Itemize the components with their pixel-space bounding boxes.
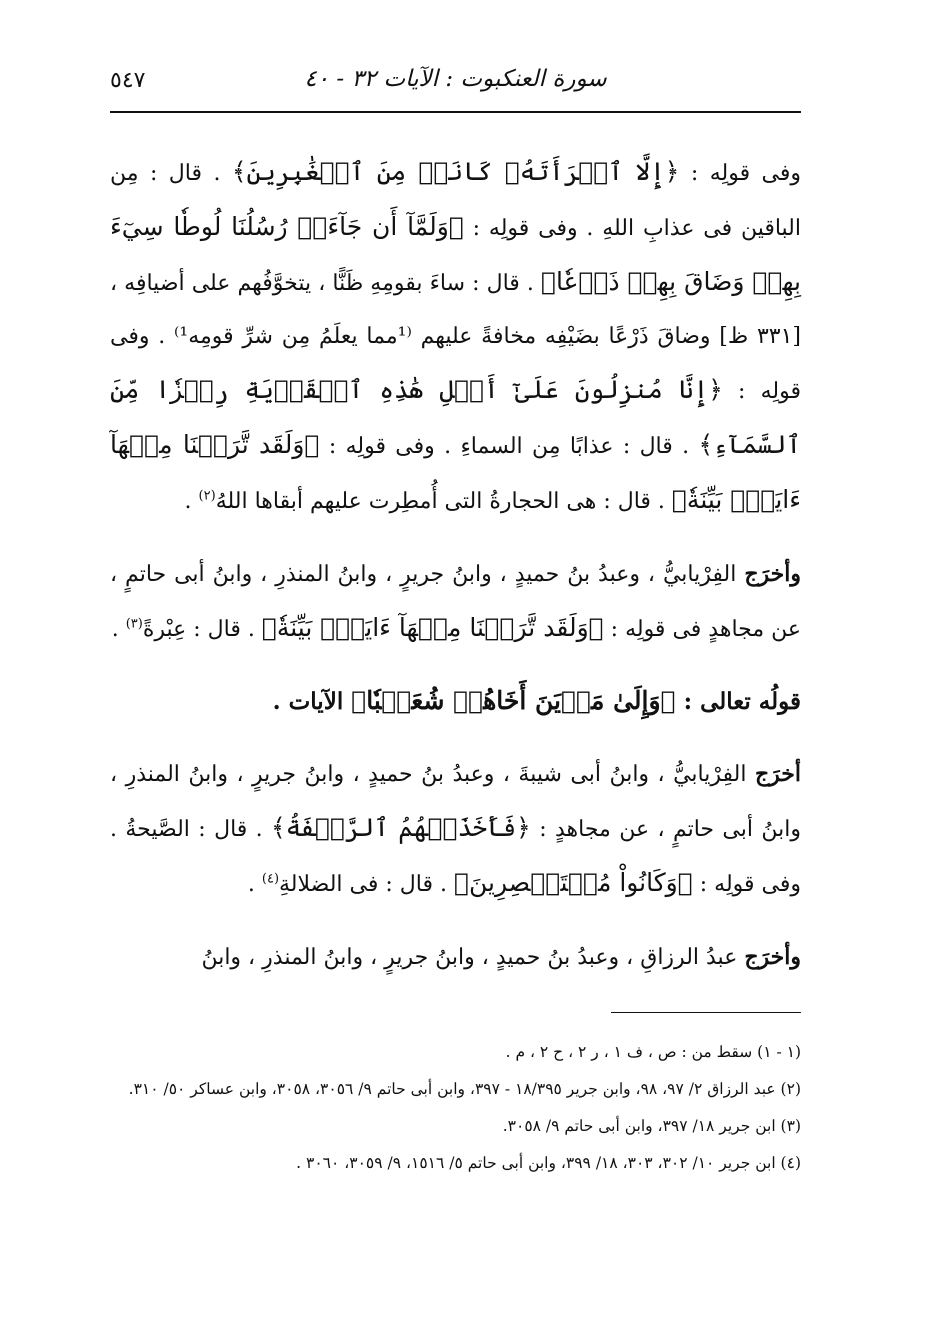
text-run: . <box>247 872 262 897</box>
text-run: الآيات . <box>272 688 352 715</box>
quran-verse: ﴿وَكَانُواْ مُسۡتَبۡصِرِينَ﴾ <box>453 868 693 897</box>
footnote-separator <box>611 1012 801 1013</box>
footnote: (٤) ابن جرير ١٠/ ٣٠٢، ٣٠٣، ١٨/ ٣٩٩، وابن أبى حاتم ٥/ ١٥١٦، ٩/ ٣٠٥٩، ٣٠٦٠ . <box>296 1154 801 1172</box>
quran-verse: ﴿وَإِلَىٰ مَدۡيَنَ أَخَاهُمۡ شُعَيۡبٗا﴾ <box>351 686 676 715</box>
footnote: (٣) ابن جرير ١٨/ ٣٩٧، وابن أبى حاتم ٩/ ٣٠٥٨. <box>502 1117 801 1135</box>
text-run: . قال : عِبْرةً <box>142 617 262 642</box>
text-run: عبدُ الرزاقِ ، وعبدُ بنُ حميدٍ ، وابنُ جريرٍ ، وابنُ المنذرِ ، وابنُ <box>201 945 745 970</box>
page-header <box>110 58 801 104</box>
text-run: وفى قولِه : <box>679 161 801 186</box>
lead-word: وأخرَج <box>744 944 801 970</box>
lead-word: أخرَج <box>754 761 801 787</box>
text-run: الفِرْيابيُّ ، وعبدُ بنُ حميدٍ ، وابنُ جريرٍ ، وابنُ المنذرِ ، وابنُ أبى حاتمٍ ، عن مجاهدٍ فى قولِه : <box>110 562 801 642</box>
footnote: (١ - ١) سقط من : ص ، ف ١ ، ر ٢ ، ح ٢ ، م . <box>505 1043 801 1061</box>
main-text <box>110 145 801 984</box>
lead-word: قولُه تعالى : <box>675 688 801 715</box>
text-run: . <box>184 489 199 514</box>
running-title: سورة العنكبوت : الآيات ٣٢ - ٤٠ <box>304 66 607 92</box>
quran-verse: ﴿وَلَمَّآ أَن جَآءَتۡ رُسُلُنَا لُوطٗا سِيٓءَ بِهِمۡ وَضَاقَ بِهِمۡ ذَرۡعٗا﴾ <box>110 212 801 296</box>
text-run: . قال : فى الضلالةِ <box>279 872 454 897</box>
paragraph <box>110 548 801 656</box>
footnote-reference: (٢) <box>198 488 216 504</box>
text-run: الفِرْيابيُّ ، وابنُ أبى شيبةَ ، وعبدُ بنُ حميدٍ ، وابنُ جريرٍ ، وابنُ المنذرِ ، وابنُ أبى حاتمٍ ، عن مجاهدٍ : <box>110 762 801 842</box>
text-run: . قال : ساءَ بقومِهِ ظَنًّا ، يتخوَّفُهم على أضيافِه ، [٣٣١ ظ] وضاقَ ذَرْعًا بضَيْفِه مخافةً عليهم <box>110 271 801 349</box>
text-run: . قال : مِن الباقين فى عذابِ اللهِ . وفى قولِه : <box>110 161 802 241</box>
footnote: (٢) عبد الرزاق ٢/ ٩٧، ٩٨، وابن جرير ١٨/٣٩٥ - ٣٩٧، وابن أبى حاتم ٩/ ٣٠٥٦، ٣٠٥٨، وابن عساكر ٥٠/ ٣١٠. <box>128 1080 801 1098</box>
text-run: . <box>111 617 126 642</box>
paragraph <box>110 931 801 984</box>
quran-verse: ﴿فَأَخَذَتۡهُمُ ٱلرَّجۡفَةُ﴾ <box>271 813 531 842</box>
paragraph <box>110 748 801 911</box>
quran-verse: ﴿وَلَقَد تَّرَكۡنَا مِنۡهَآ ءَايَةَۢ بَيِّنَةٗ﴾ <box>261 613 604 642</box>
text-run: ⁽¹مما يعلَمُ مِن شرِّ قومِه¹⁾ <box>173 324 412 349</box>
lead-word: وأخرَج <box>744 561 801 587</box>
quran-verse: ﴿إِنَّا مُنزِلُونَ عَلَىٰٓ أَهۡلِ هَٰذِهِ ٱلۡقَرۡيَةِ رِجۡزٗا مِّنَ ٱلسَّمَآءِ﴾ <box>110 375 801 459</box>
section-heading <box>110 674 801 728</box>
quran-verse: ﴿إِلَّا ٱمۡرَأَتَهُۥ كَانَتۡ مِنَ ٱلۡغَٰبِرِينَ﴾ <box>231 157 680 186</box>
page-number: ٥٤٧ <box>110 68 146 93</box>
footnote-reference: (٤) <box>261 871 280 887</box>
text-run: . وفى قولِه : <box>110 324 802 404</box>
text-run: . قال : عذابًا مِن السماءِ . وفى قولِه : <box>319 434 699 459</box>
footnote-reference: (٣) <box>125 616 143 632</box>
text-run: . قال : الصَّيحةُ . وفى قولِه : <box>110 817 801 897</box>
quran-verse: ﴿وَلَقَد تَّرَكۡنَا مِنۡهَآ ءَايَةَۢ بَيِّنَةٗ﴾ <box>110 430 801 514</box>
text-run: . قال : هى الحجارةُ التى أُمطِرت عليهم أبقاها اللهُ <box>215 489 672 514</box>
footnotes <box>110 1036 801 1184</box>
paragraph <box>110 145 801 528</box>
header-rule <box>110 111 801 113</box>
